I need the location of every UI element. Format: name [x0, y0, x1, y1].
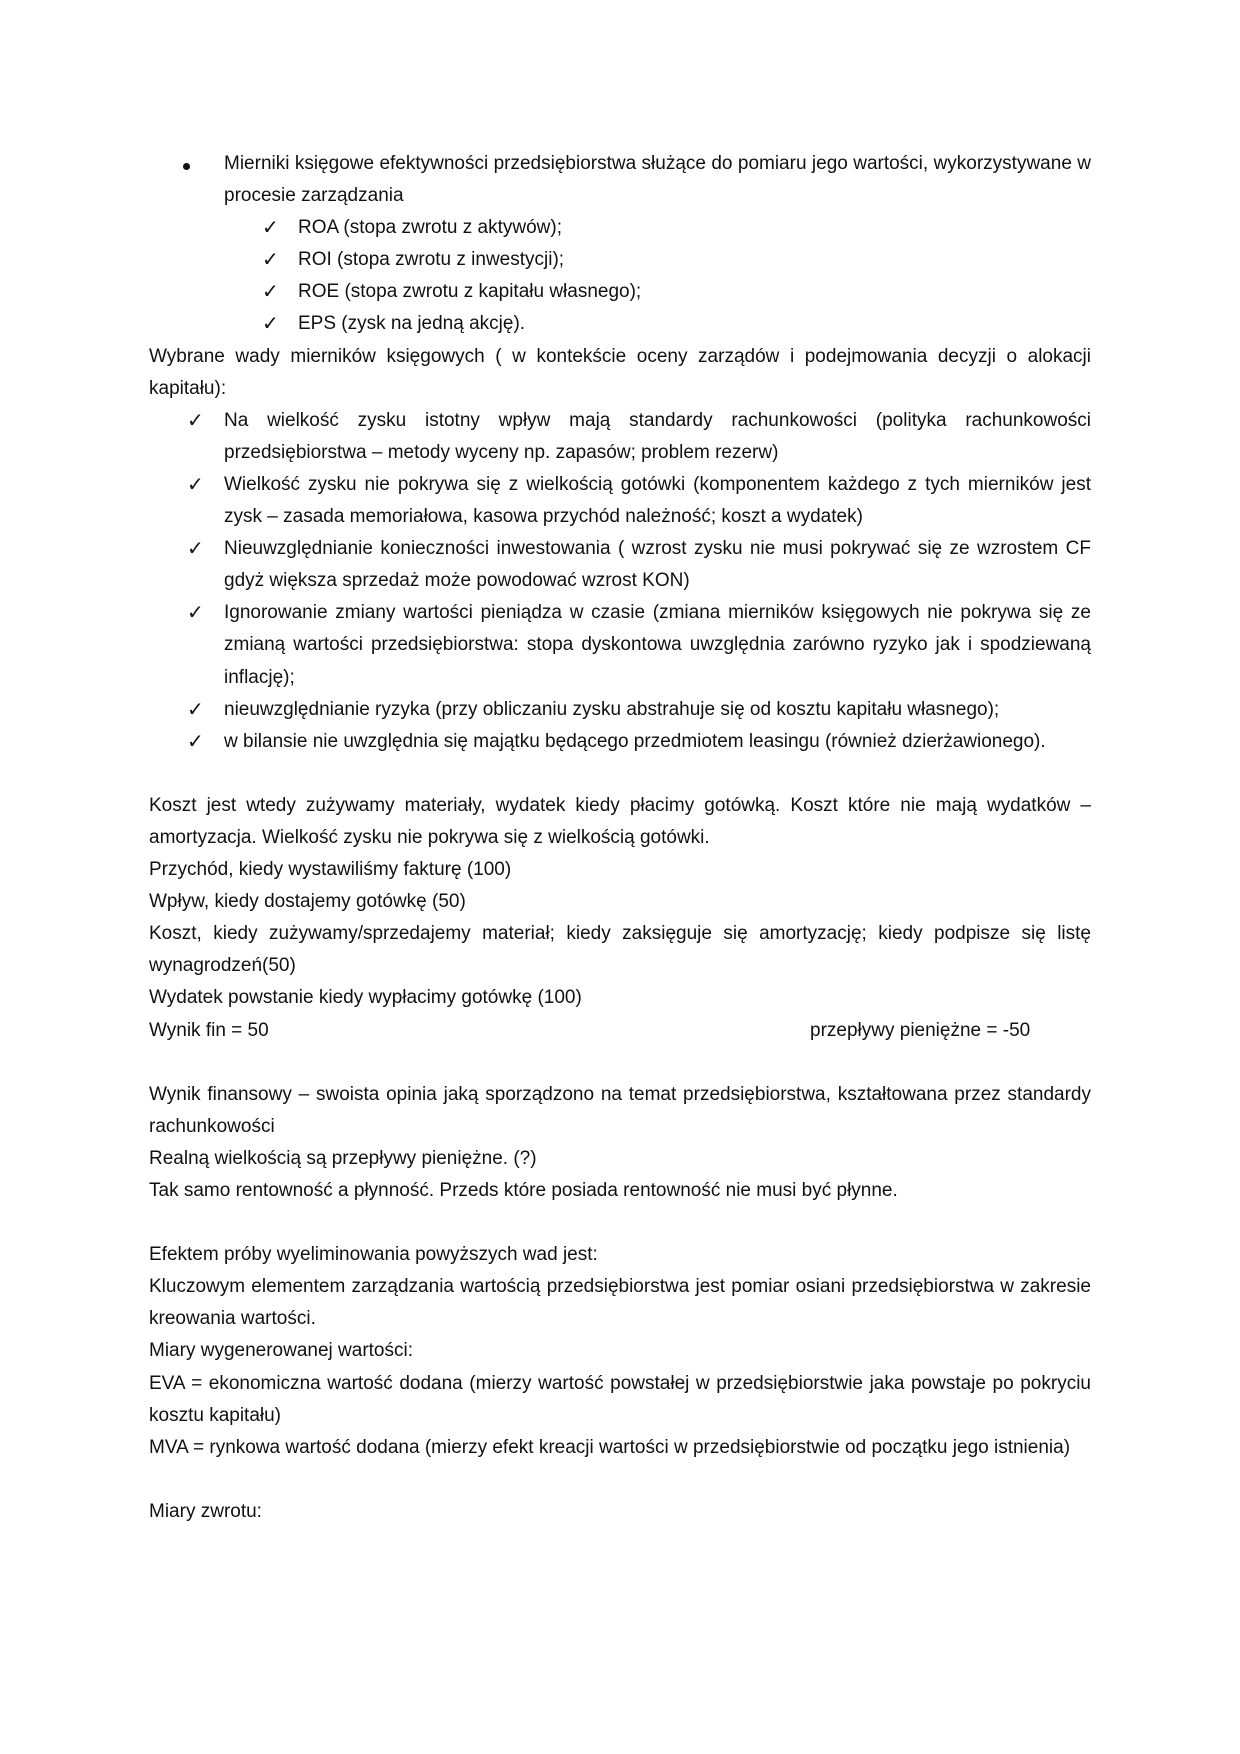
bullet-dot-icon [183, 148, 190, 180]
sub-list-item [149, 276, 1091, 308]
checkmark-icon: ✓ [262, 313, 279, 336]
sub-list-item [149, 212, 1091, 244]
checkmark-icon: ✓ [187, 698, 204, 721]
item-text: Wielkość zysku nie pokrywa się z wielkością gotówki (komponentem każdego z tych mierników jest zysk – zasada memoriałowa, kasowa przychód należność; koszt a wydatek) [224, 473, 1091, 528]
item-text: EPS (zysk na jedną akcję). [298, 313, 526, 335]
paragraph: Wybrane wady mierników księgowych ( w kontekście oceny zarządów i podejmowania decyzji o alokacji kapitału): [149, 345, 1091, 399]
checkmark-icon: ✓ [262, 249, 279, 272]
document-page [149, 148, 1091, 1528]
checkmark-icon: ✓ [262, 217, 279, 240]
checkmark-icon: ✓ [187, 538, 204, 561]
item-text: ROI (stopa zwrotu z inwestycji); [298, 249, 565, 271]
paragraph: Miary wygenerowanej wartości: [149, 1340, 413, 1362]
checkmark-icon: ✓ [187, 730, 204, 753]
paragraph: Efektem próby wyeliminowania powyższych wad jest: [149, 1244, 598, 1266]
list-item [149, 597, 1091, 693]
paragraph: Przychód, kiedy wystawiliśmy fakturę (100) [149, 859, 512, 881]
paragraph: Realną wielkością są przepływy pieniężne. (?) [149, 1147, 537, 1169]
paragraph: Tak samo rentowność a płynność. Przeds które posiada rentowność nie musi być płynne. [149, 1180, 898, 1201]
paragraph: Kluczowym elementem zarządzania wartością przedsiębiorstwa jest pomiar osiani przedsiębiorstwa w zakresie kreowania wartości. [149, 1276, 1091, 1330]
wynik-fin: Wynik fin = 50 [149, 1019, 269, 1041]
paragraph: MVA = rynkowa wartość dodana (mierzy efekt kreacji wartości w przedsiębiorstwie od początku jego istnienia) [149, 1436, 1071, 1458]
item-text: Ignorowanie zmiany wartości pieniądza w czasie (zmiana mierników księgowych nie pokrywa się ze zmianą wartości przedsiębiorstwa: stopa dyskontowa uwzględnia zarówno ryzyko jak i spodziewaną inflację); [224, 602, 1091, 688]
checkmark-icon: ✓ [187, 409, 204, 432]
item-text: Na wielkość zysku istotny wpływ mają standardy rachunkowości (polityka rachunkowości przedsiębiorstwa – metody wyceny np. zapasów; problem rezerw) [224, 409, 1091, 463]
paragraph: Miary zwrotu: [149, 1500, 262, 1522]
list-item [149, 469, 1091, 533]
list-item [149, 694, 1091, 726]
item-text: w bilansie nie uwzględnia się majątku będącego przedmiotem leasingu (również dzierżawionego). [224, 730, 1046, 752]
sub-list-item [149, 308, 1091, 340]
checkmark-icon: ✓ [262, 281, 279, 304]
paragraph: Wydatek powstanie kiedy wypłacimy gotówkę (100) [149, 987, 582, 1009]
bullet-item [149, 148, 1091, 212]
item-text: nieuwzględnianie ryzyka (przy obliczaniu zysku abstrahuje się od kosztu kapitału własnego); [224, 698, 1000, 720]
list-item [149, 533, 1091, 597]
list-item [149, 726, 1091, 758]
item-text: ROA (stopa zwrotu z aktywów); [298, 217, 562, 239]
paragraph: Koszt, kiedy zużywamy/sprzedajemy materiał; kiedy zaksięguje się amortyzację; kiedy podpisze się listę wynagrodzeń(50) [149, 923, 1091, 977]
item-text: ROE (stopa zwrotu z kapitału własnego); [298, 281, 642, 303]
paragraph: Wpływ, kiedy dostajemy gotówkę (50) [149, 891, 466, 913]
bullet-text: Mierniki księgowe efektywności przedsiębiorstwa służące do pomiaru jego wartości, wykorzystywane w procesie zarządzania [224, 153, 1091, 207]
list-item [149, 405, 1091, 469]
sub-list-item [149, 244, 1091, 276]
paragraph: EVA = ekonomiczna wartość dodana (mierzy wartość powstałej w przedsiębiorstwie jaka powstaje po pokryciu kosztu kapitału) [149, 1372, 1091, 1426]
przeplywy-pieniezne: przepływy pieniężne = -50 [810, 1019, 1031, 1041]
item-text: Nieuwzględnianie konieczności inwestowania ( wzrost zysku nie musi pokrywać się ze wzrostem CF gdyż większa sprzedaż może powodować wzrost KON) [224, 538, 1091, 592]
paragraph: Koszt jest wtedy zużywamy materiały, wydatek kiedy płacimy gotówką. Koszt które nie mają wydatków – amortyzacja. Wielkość zysku nie pokrywa się z wielkością gotówki. [149, 794, 1091, 848]
checkmark-icon: ✓ [187, 473, 204, 496]
result-row [149, 1015, 1091, 1047]
paragraph: Wynik finansowy – swoista opinia jaką sporządzono na temat przedsiębiorstwa, kształtowana przez standardy rachunkowości [149, 1083, 1091, 1137]
checkmark-icon: ✓ [187, 602, 204, 625]
